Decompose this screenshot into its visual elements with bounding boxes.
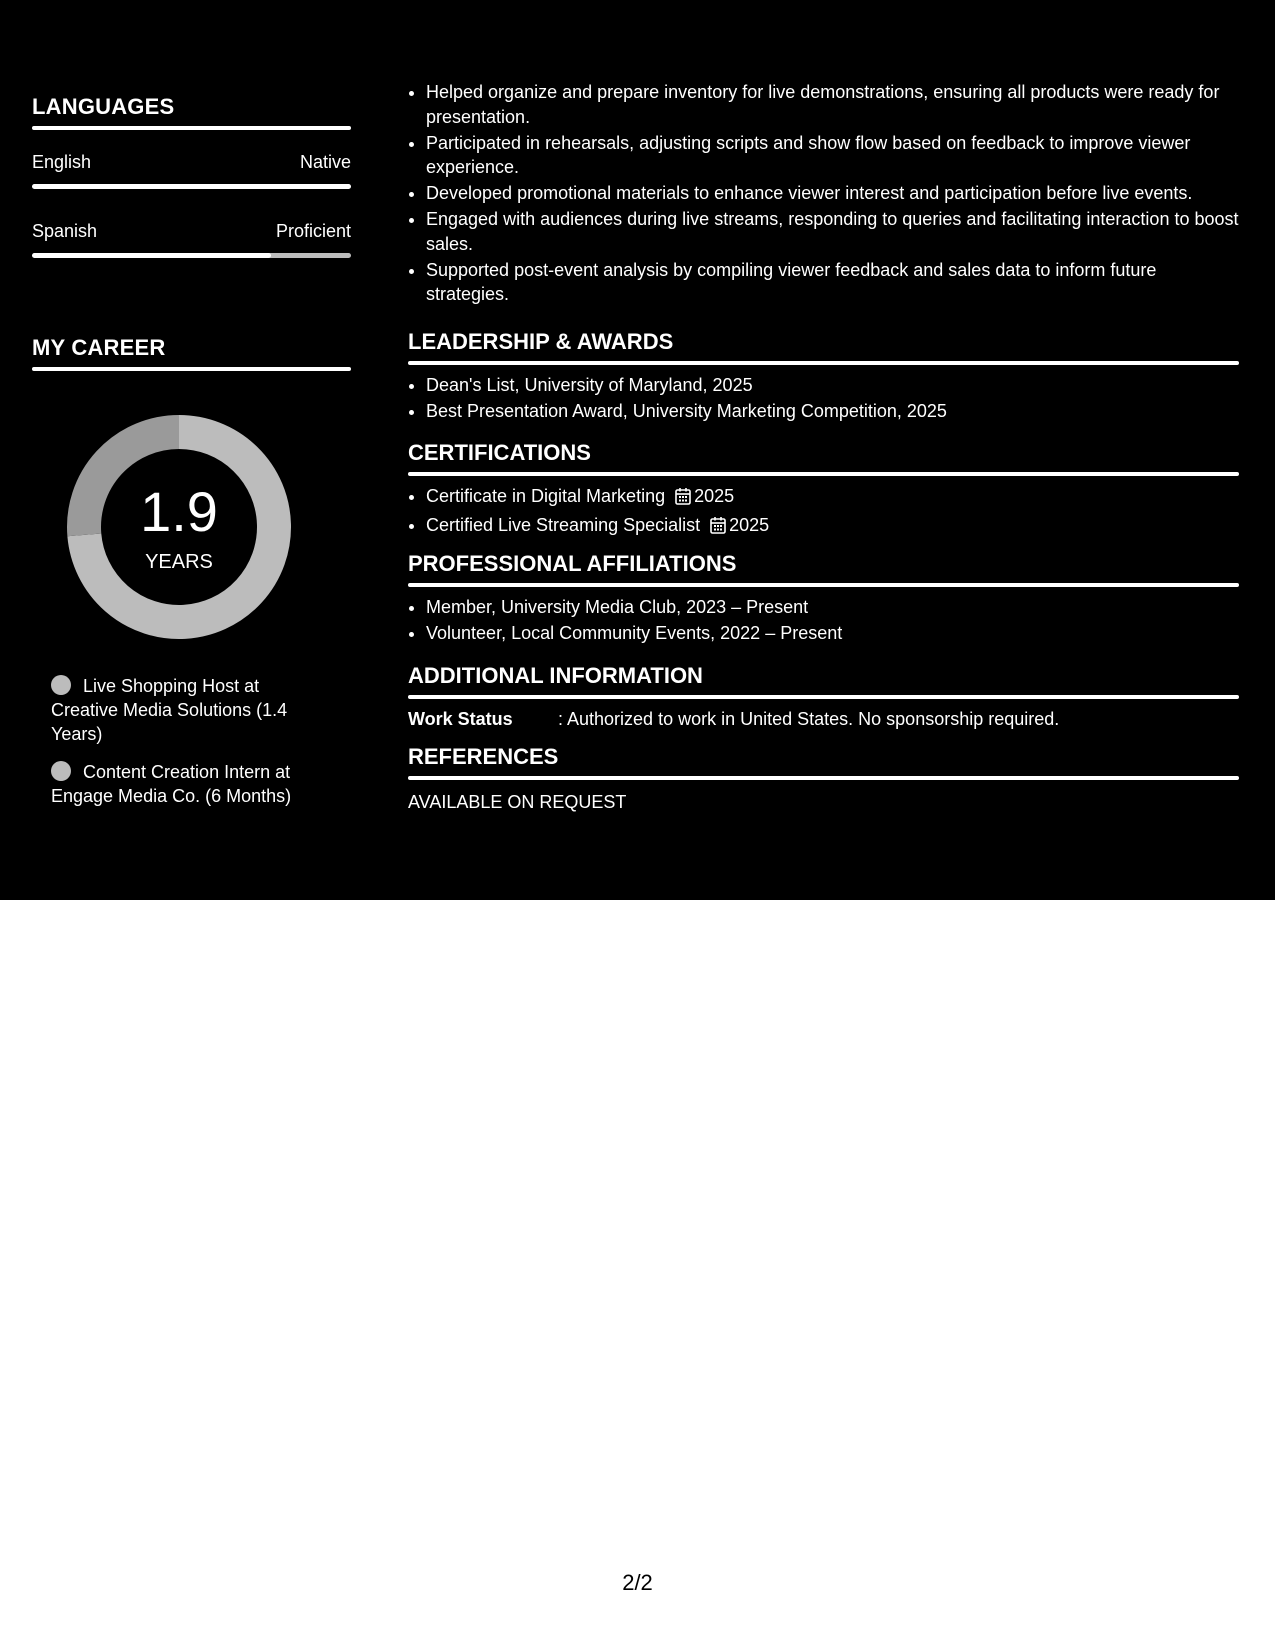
experience-bullets-section [408, 80, 1239, 308]
calendar-icon [675, 487, 691, 512]
leadership-rule [408, 361, 1239, 365]
certifications-rule [408, 472, 1239, 476]
certifications-list [408, 484, 1239, 541]
language-name: Spanish [32, 221, 98, 241]
certification-year: 2025 [694, 486, 735, 506]
additional-info-rule [408, 695, 1239, 699]
list-item: • Volunteer, Local Community Events, 2022 – Present [426, 621, 1239, 646]
career-total-value: 1.9 [140, 480, 218, 543]
list-item [426, 513, 1239, 541]
career-item-text: Content Creation Intern at Engage Media Co. (6 Months) [51, 762, 292, 806]
calendar-icon [710, 516, 726, 541]
work-status-value: : Authorized to work in United States. No sponsorship required. [558, 709, 1060, 729]
certification-name: Certified Live Streaming Specialist [426, 515, 701, 535]
references-section [408, 743, 1239, 814]
list-item: • Member, University Media Club, 2023 – Present [426, 595, 1239, 620]
language-bar-english [32, 184, 351, 189]
list-item: • Supported post-event analysis by compiling viewer feedback and sales data to inform future strategies. [426, 258, 1239, 307]
languages-heading: LANGUAGES [32, 94, 175, 119]
career-heading: MY CAREER [32, 335, 166, 360]
career-item [51, 674, 311, 746]
certifications-heading: CERTIFICATIONS [408, 440, 591, 465]
additional-info-section [408, 662, 1239, 731]
languages-rule [32, 126, 351, 130]
career-rule [32, 367, 351, 371]
work-status-row [408, 707, 1239, 731]
certification-name: Certificate in Digital Marketing [426, 486, 666, 506]
affiliations-section [408, 550, 1239, 647]
affiliations-rule [408, 583, 1239, 587]
list-item: • Helped organize and prepare inventory for live demonstrations, ensuring all products were ready for presentation. [426, 80, 1239, 129]
list-item: • Engaged with audiences during live streams, responding to queries and facilitating interaction to boost sales. [426, 207, 1239, 256]
language-bar-fill [32, 184, 351, 189]
list-item: • Developed promotional materials to enhance viewer interest and participation before live events. [426, 181, 1239, 206]
page-number: 2/2 [622, 1570, 653, 1595]
references-heading: REFERENCES [408, 744, 559, 769]
list-item: • Participated in rehearsals, adjusting scripts and show flow based on feedback to improve viewer experience. [426, 131, 1239, 180]
certification-year: 2025 [729, 515, 770, 535]
additional-info-heading: ADDITIONAL INFORMATION [408, 663, 703, 688]
affiliations-list [408, 595, 1239, 646]
legend-dot-icon [51, 675, 71, 695]
language-name: English [32, 152, 92, 172]
legend-dot-icon [51, 761, 71, 781]
affiliations-heading: PROFESSIONAL AFFILIATIONS [408, 551, 737, 576]
certifications-section [408, 439, 1239, 542]
list-item [426, 484, 1239, 512]
career-item-text: Live Shopping Host at Creative Media Solutions (1.4 Years) [51, 676, 288, 744]
language-bar-fill [32, 253, 271, 258]
language-bar-spanish [32, 253, 351, 258]
language-row-spanish [32, 221, 351, 242]
references-text: AVAILABLE ON REQUEST [408, 792, 627, 812]
leadership-section [408, 328, 1239, 425]
references-rule [408, 776, 1239, 780]
career-total-unit: YEARS [145, 551, 213, 573]
experience-bullet-list [408, 80, 1239, 307]
language-row-english [32, 152, 351, 173]
leadership-list [408, 373, 1239, 424]
language-level: Proficient [275, 221, 351, 241]
work-status-label: Work Status [408, 709, 513, 729]
career-donut-chart [66, 414, 292, 640]
language-level: Native [299, 152, 351, 172]
list-item: • Best Presentation Award, University Marketing Competition, 2025 [426, 399, 1239, 424]
leadership-heading: LEADERSHIP & AWARDS [408, 329, 674, 354]
career-item [51, 760, 311, 808]
list-item: • Dean's List, University of Maryland, 2025 [426, 373, 1239, 398]
